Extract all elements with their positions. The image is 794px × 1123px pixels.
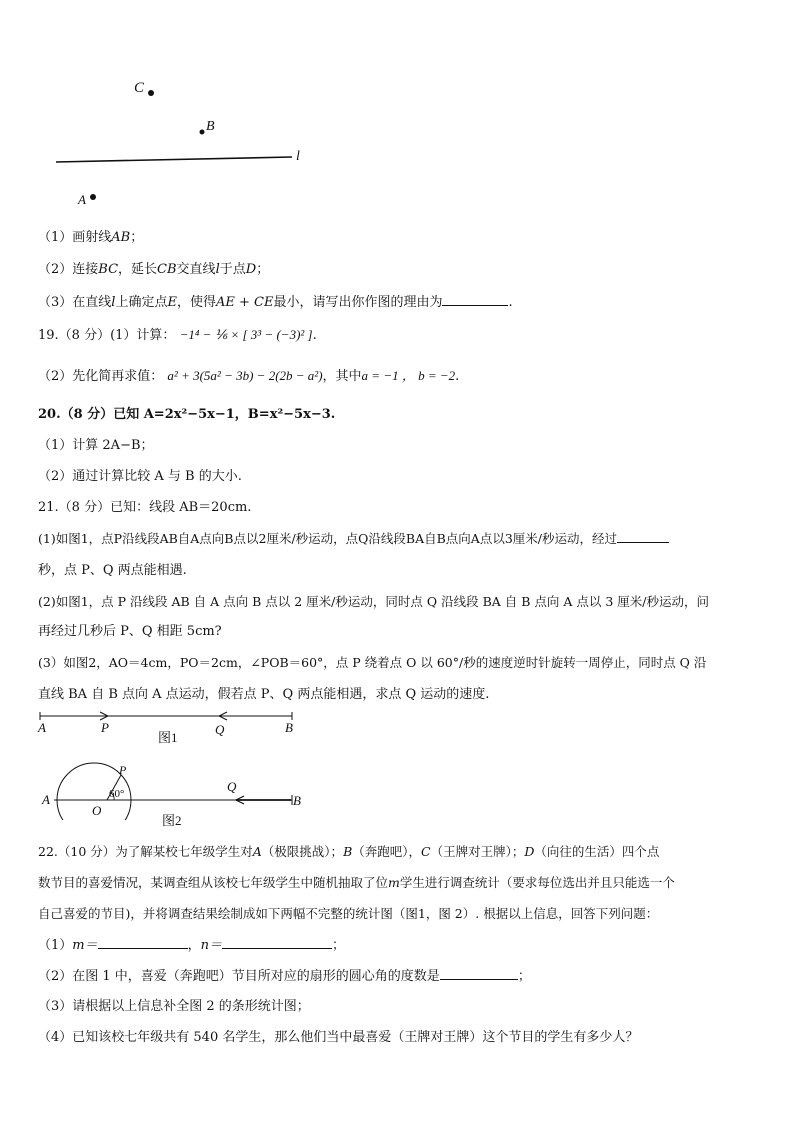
fig2-label-q: Q (227, 779, 237, 794)
q19-formula1: −1⁴ − ⅙ × [ 3³ − (−3)² ] (179, 327, 313, 342)
q22-line2 (38, 874, 675, 892)
q18-part1-var: AB (111, 230, 131, 245)
q22-line3: 自己喜爱的节目)，并将调查结果绘制成如下两幅不完整的统计图（图1，图 2）. 根据以上信息，回答下列问题： (38, 906, 659, 921)
q18-part3-c: ，使得 (176, 295, 216, 310)
point-a (90, 194, 96, 200)
q21-part3: (3）如图2，AO＝4cm，PO＝2cm，∠POB＝60°，点 P 绕着点 O 以 60°/秒的速度逆时针旋转一周停止，同时点 Q 沿 (38, 655, 707, 670)
fig1-label-q: Q (215, 722, 225, 737)
q22-var-d: D (524, 844, 535, 859)
q18-part2-c: 交直线 (176, 262, 216, 277)
q22-part1-end: ； (332, 938, 346, 953)
q22-line2-b: 学生进行调查统计（要求每位选出并且只能选一个 (399, 875, 675, 890)
q22-m-blank[interactable] (98, 936, 188, 949)
q22-part3: （3）请根据以上信息补全图 2 的条形统计图； (38, 999, 310, 1014)
q21-part1 (38, 530, 669, 548)
q18-part3-a: （3）在直线 (38, 295, 112, 310)
q22-part2 (38, 967, 531, 986)
fig1-label-p: P (101, 720, 109, 735)
q18-part3-end: . (508, 295, 513, 310)
q21-part3-cont: 直线 BA 自 B 点向 A 点运动，假若点 P、Q 两点能相遇，求点 Q 运动的速度. (38, 687, 490, 702)
q18-part3-var2: E (167, 295, 177, 310)
label-l: l (296, 149, 300, 164)
q22-part1-a: （1） (38, 938, 73, 953)
point-c (148, 90, 154, 96)
q18-part3 (38, 293, 513, 312)
q18-part2-var1: BC (98, 262, 119, 277)
q19-part2 (38, 367, 459, 386)
fig2-label-a: A (42, 792, 50, 807)
q22-part1-m: m＝ (72, 938, 98, 953)
q19-head: 19.（8 分）(1）计算： (38, 328, 176, 343)
q18-part3-b: 上确定点 (115, 295, 168, 310)
q18-part2-b: ，延长 (118, 262, 158, 277)
q19-part2-text: （2）先化简再求值： (38, 369, 164, 384)
q22-part1 (38, 936, 345, 955)
q22-part4: （4）已知该校七年级共有 540 名学生，那么他们当中最喜爱（王牌对王牌）这个节目的学生有多少人？ (38, 1030, 639, 1045)
q20-part1: （1）计算 2A−B； (38, 438, 154, 453)
q22-head-c: （奔跑吧）， (352, 844, 422, 859)
q22-var-a: A (252, 844, 262, 859)
q22-line2-a: 数节目的喜爱情况，某调查组从该校七年级学生中随机抽取了位 (38, 875, 389, 890)
q22-n-blank[interactable] (222, 936, 332, 949)
q21-part2-cont: 再经过几秒后 P、Q 相距 5cm? (38, 624, 222, 639)
q22-head-b: （极限挑战）； (261, 844, 344, 859)
q21-head: 21.（8 分）已知：线段 AB＝20cm. (38, 500, 252, 515)
q18-part2-end: ； (256, 262, 270, 277)
q22-var-c: C (421, 844, 431, 859)
fig1-caption: 图1 (158, 730, 178, 745)
q18-part1 (38, 229, 143, 247)
q22-var-b: B (343, 844, 353, 859)
q18-part3-var3: AE + CE (215, 295, 274, 310)
q18-part2-var3: l (215, 262, 220, 277)
q22-part2-text: （2）在图 1 中，喜爱（奔跑吧）节目所对应的扇形的圆心角的度数是 (38, 969, 440, 984)
q19-part1 (38, 326, 317, 345)
q22-head-a: 22.（10 分）为了解某校七年级学生对 (38, 844, 253, 859)
q18-part2-a: （2）连接 (38, 262, 99, 277)
q18-part2 (38, 261, 269, 279)
q18-part3-d: 最小，请写出你作图的理由为 (273, 295, 443, 310)
label-a: A (78, 192, 86, 207)
q21-answer-blank[interactable] (617, 530, 669, 543)
fig2-label-b: B (293, 793, 301, 808)
q18-answer-blank[interactable] (442, 293, 508, 306)
q18-part2-var4: D (245, 262, 257, 277)
q19-end2: . (455, 369, 460, 384)
fig2-caption: 图2 (162, 813, 182, 828)
q20-part2: （2）通过计算比较 A 与 B 的大小. (38, 469, 242, 484)
q22-angle-blank[interactable] (440, 967, 518, 980)
q22-var-m: m (388, 875, 400, 890)
point-b (200, 130, 205, 135)
q18-part1-end: ； (130, 230, 144, 245)
q21-part1-cont: 秒，点 P、Q 两点能相遇. (38, 563, 187, 578)
q21-part1-text: (1)如图1，点P沿线段AB自A点向B点以2厘米/秒运动，点Q沿线段BA自B点向A点以3厘米/秒运动，经过 (38, 531, 617, 546)
q22-part1-n: n＝ (200, 938, 222, 953)
q19-condition: a = −1 ， b = −2 (361, 368, 456, 383)
q18-part1-text: （1）画射线 (38, 230, 112, 245)
fig2-label-angle: 60° (109, 788, 125, 800)
q18-part3-var1: l (111, 295, 116, 310)
line-l (56, 157, 292, 162)
fig2-label-o: O (92, 803, 102, 818)
q18-part2-d: 于点 (219, 262, 246, 277)
label-b: B (206, 119, 215, 134)
q22-head-e: （向往的生活）四个点 (534, 844, 660, 859)
q22-head (38, 843, 659, 861)
q20-head: 20.（8 分）已知 A=2x²−5x−1，B=x²−5x−3. (38, 407, 336, 422)
fig1-label-b: B (285, 720, 293, 735)
fig1-label-a: A (38, 720, 46, 735)
label-c: C (134, 80, 145, 96)
q19-formula2: a² + 3(5a² − 3b) − 2(2b − a²) (167, 368, 323, 383)
q22-part2-end: ； (517, 969, 531, 984)
fig2-label-p: P (119, 763, 127, 777)
q22-head-d: （王牌对王牌）； (430, 844, 525, 859)
q18-part2-var2: CB (157, 262, 177, 277)
q19-end1: . (312, 328, 317, 343)
q21-part2: (2)如图1，点 P 沿线段 AB 自 A 点向 B 点以 2 厘米/秒运动，同时点 Q 沿线段 BA 自 B 点向 A 点以 3 厘米/秒运动，问 (38, 594, 709, 609)
q19-mid: ，其中 (322, 369, 362, 384)
q22-part1-sep: ， (187, 938, 201, 953)
